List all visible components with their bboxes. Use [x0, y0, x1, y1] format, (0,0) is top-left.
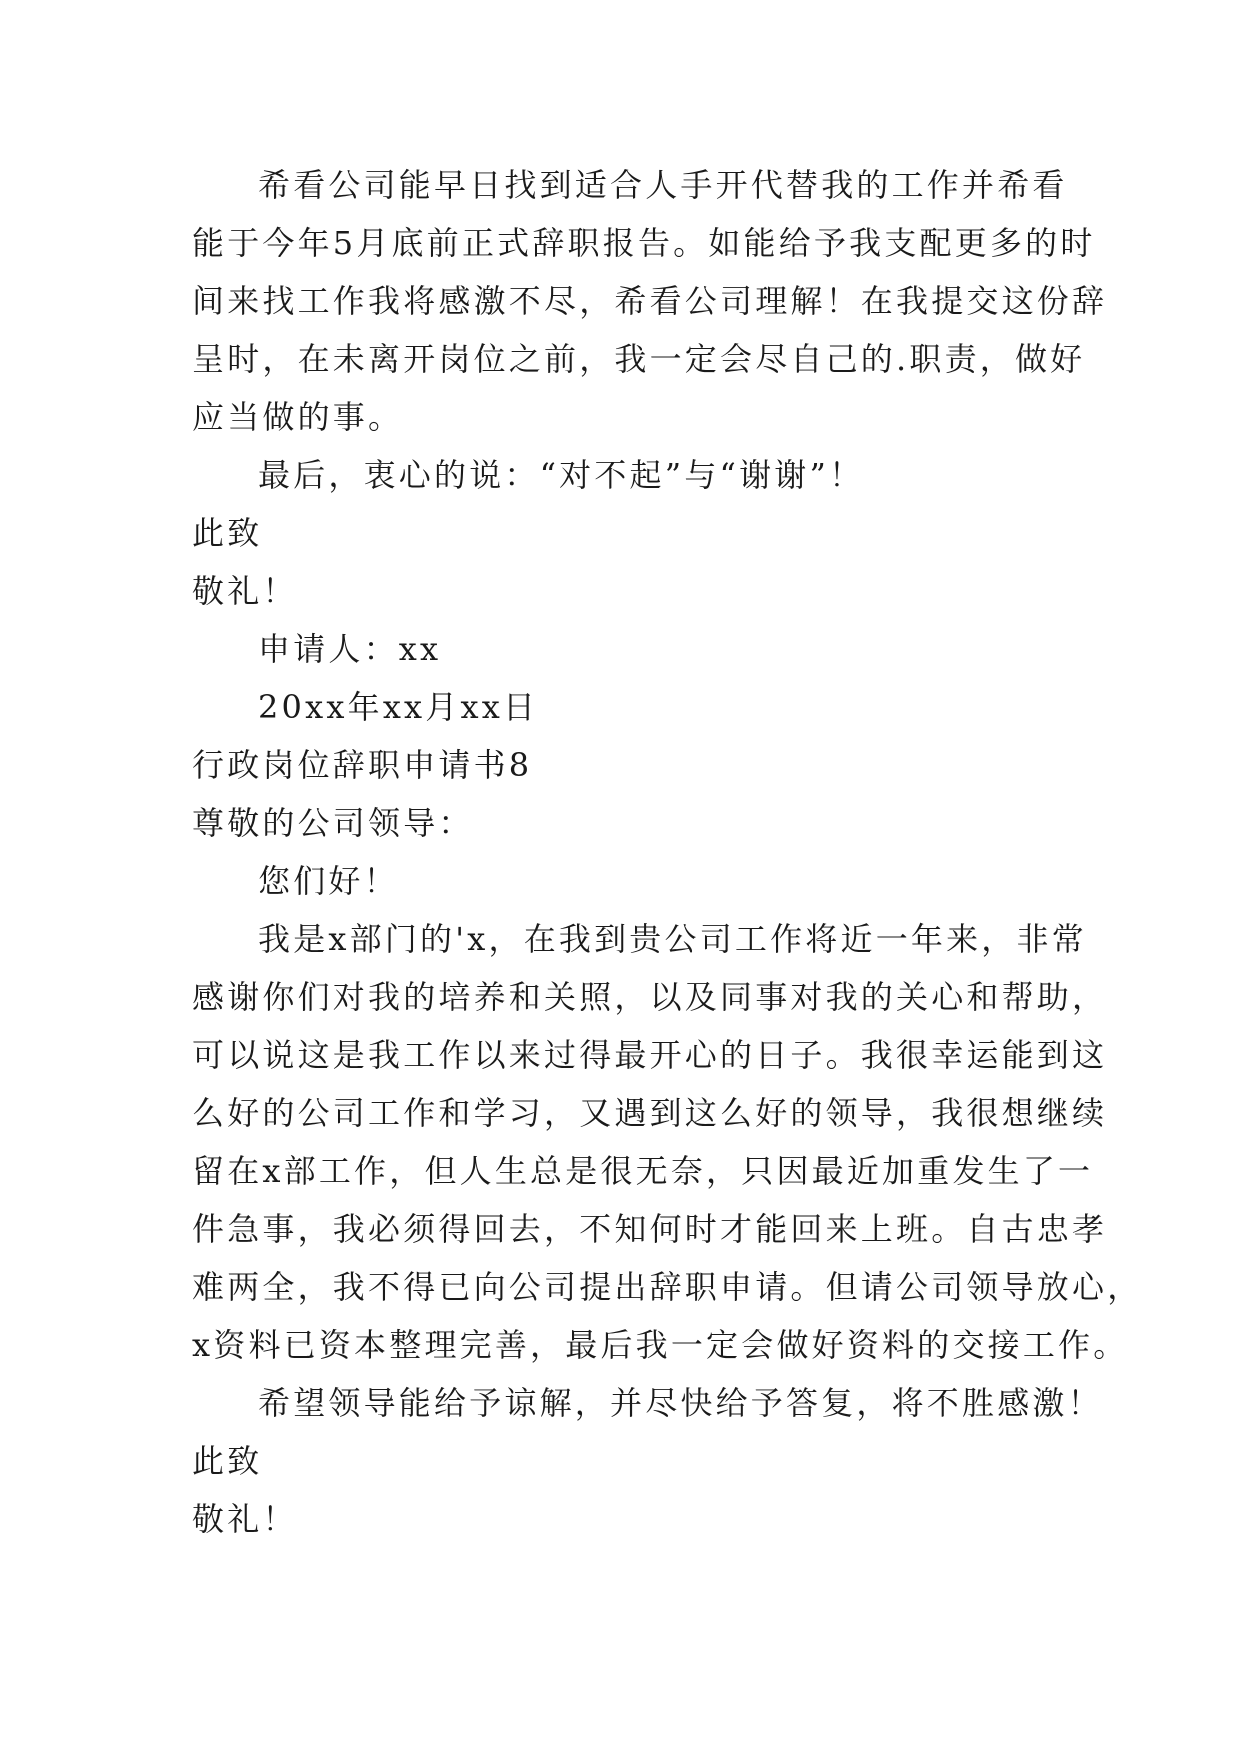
paragraph-line: x资料已资本整理完善，最后我一定会做好资料的交接工作。	[192, 1326, 1129, 1364]
paragraph-line: 希望领导能给予谅解，并尽快给予答复，将不胜感激！	[258, 1384, 1103, 1422]
paragraph-line: 留在x部工作，但人生总是很无奈，只因最近加重发生了一	[192, 1152, 1094, 1190]
paragraph-line: 应当做的事。	[192, 398, 404, 436]
closing-line: 此致	[192, 1442, 263, 1480]
paragraph-line: 最后，衷心的说：“对不起”与“谢谢”！	[258, 456, 865, 494]
greeting-line: 您们好！	[258, 862, 399, 900]
closing-line: 敬礼！	[192, 572, 298, 610]
paragraph-line: 感谢你们对我的培养和关照，以及同事对我的关心和帮助，	[192, 978, 1108, 1016]
applicant-line: 申请人：xx	[258, 630, 442, 668]
paragraph-line: 希看公司能早日找到适合人手开代替我的工作并希看	[258, 166, 1068, 204]
paragraph-line: 么好的公司工作和学习，又遇到这么好的领导，我很想继续	[192, 1094, 1108, 1132]
paragraph-line: 件急事，我必须得回去，不知何时才能回来上班。自古忠孝	[192, 1210, 1108, 1248]
paragraph-line: 我是x部门的'x，在我到贵公司工作将近一年来，非常	[258, 920, 1087, 958]
paragraph-line: 难两全，我不得已向公司提出辞职申请。但请公司领导放心，	[192, 1268, 1143, 1306]
salutation-line: 尊敬的公司领导：	[192, 804, 474, 842]
paragraph-line: 能于今年5月底前正式辞职报告。如能给予我支配更多的时	[192, 224, 1096, 262]
section-title: 行政岗位辞职申请书8	[192, 746, 533, 784]
closing-line: 敬礼！	[192, 1500, 298, 1538]
paragraph-line: 可以说这是我工作以来过得最开心的日子。我很幸运能到这	[192, 1036, 1108, 1074]
paragraph-line: 呈时，在未离开岗位之前，我一定会尽自己的.职责，做好	[192, 340, 1086, 378]
paragraph-line: 间来找工作我将感激不尽，希看公司理解！在我提交这份辞	[192, 282, 1108, 320]
closing-line: 此致	[192, 514, 263, 552]
date-line: 20xx年xx月xx日	[258, 688, 539, 726]
